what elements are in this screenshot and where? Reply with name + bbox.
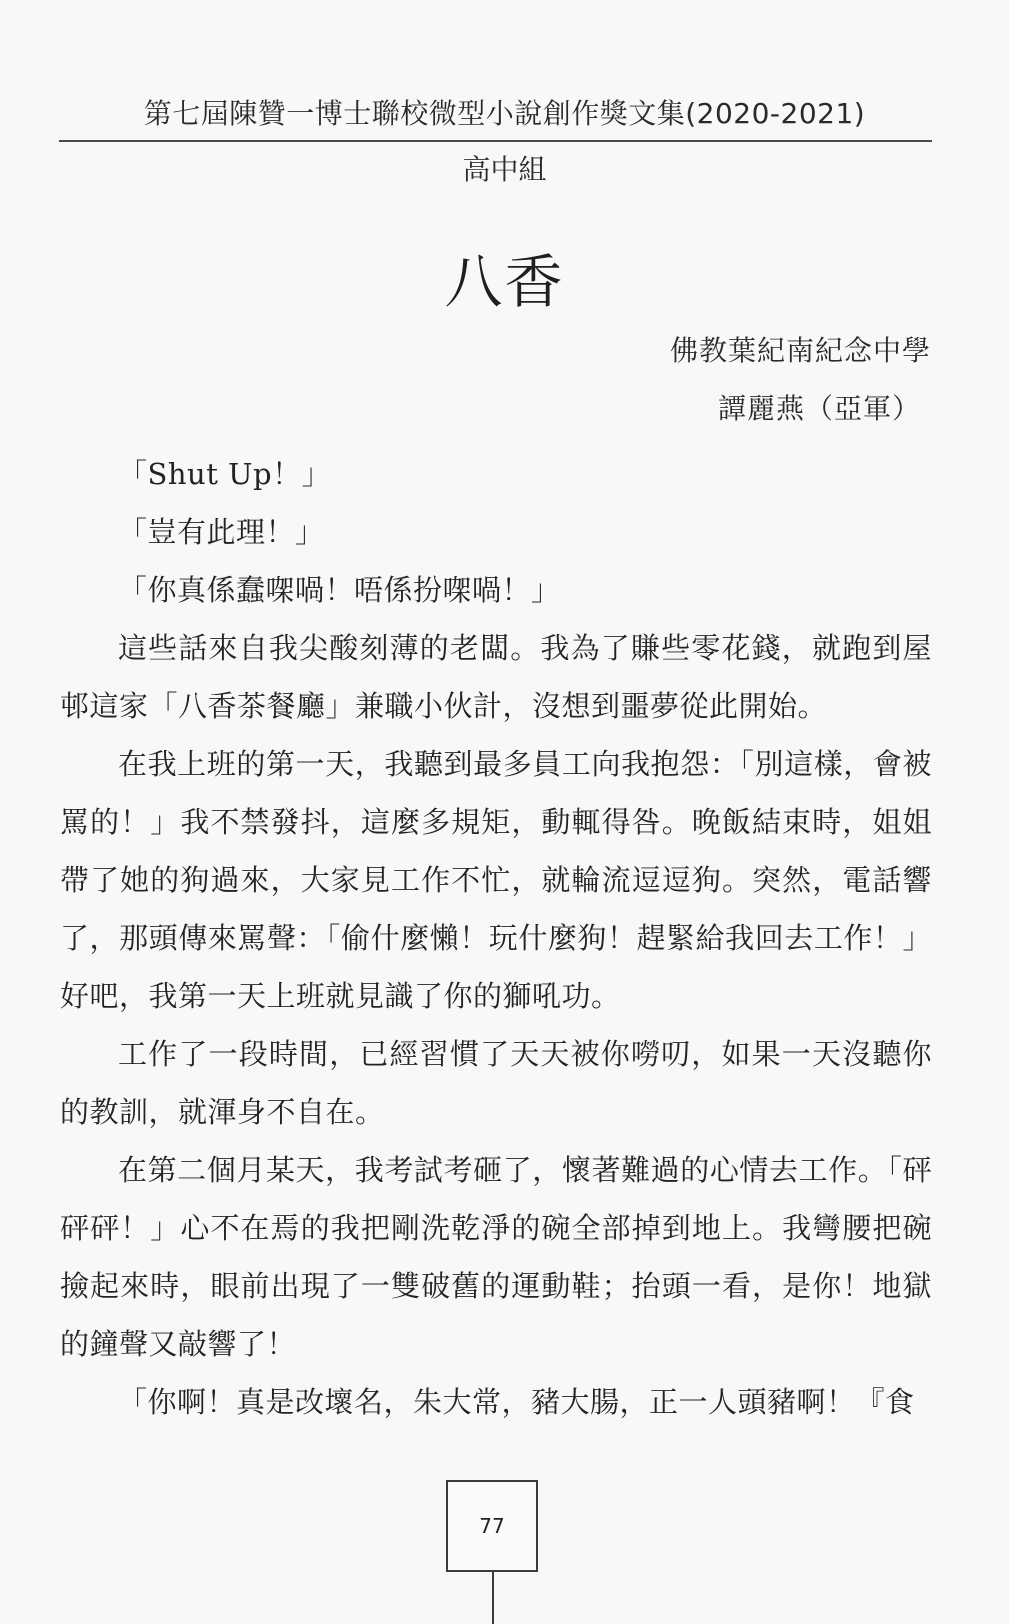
story-paragraph-5: 「你啊！真是改壞名，朱大常，豬大腸，正一人頭豬啊！『食 (118, 1385, 915, 1419)
header-divider (59, 140, 932, 142)
story-paragraph-4: 在第二個月某天，我考試考砸了，懷著難過的心情去工作。「砰砰砰！」心不在焉的我把剛洗乾淨的碗全部掉到地上。我彎腰把碗撿起來時，眼前出現了一雙破舊的運動鞋；抬頭一看，是你！地獄的鐘聲又敲響了！ (60, 1153, 932, 1361)
story-body (60, 445, 932, 1431)
story-paragraph-3: 工作了一段時間，已經習慣了天天被你嘮叨，如果一天沒聽你的教訓，就渾身不自在。 (60, 1037, 932, 1129)
story-title: 八香 (444, 248, 565, 316)
section-label: 高中組 (462, 153, 547, 186)
story-paragraph-1: 這些話來自我尖酸刻薄的老闆。我為了賺些零花錢，就跑到屋邨這家「八香茶餐廳」兼職小伙計，沒想到噩夢從此開始。 (60, 631, 932, 723)
school-name: 佛教葉紀南紀念中學 (669, 334, 931, 367)
dialogue-line-3: 「你真係蠢㗎喎！唔係扮㗎喎！」 (118, 573, 561, 607)
page-number: 77 (479, 1514, 505, 1538)
dialogue-line-2: 「豈有此理！」 (118, 515, 325, 549)
page-number-box (446, 1480, 538, 1572)
dialogue-line-1: 「Shut Up！」 (118, 457, 332, 491)
story-paragraph-2: 在我上班的第一天，我聽到最多員工向我抱怨：「別這樣，會被罵的！」我不禁發抖，這麼多規矩，動輒得咎。晚飯結束時，姐姐帶了她的狗過來，大家見工作不忙，就輪流逗逗狗。突然，電話響了，那頭傳來罵聲：「偷什麼懶！玩什麼狗！趕緊給我回去工作！」好吧，我第一天上班就見識了你的獅吼功。 (60, 747, 932, 1013)
collection-title: 第七屆陳贊一博士聯校微型小說創作獎文集(2020-2021) (143, 97, 866, 130)
author-award: 譚麗燕（亞軍） (717, 392, 921, 425)
page-number-line (492, 1572, 494, 1624)
